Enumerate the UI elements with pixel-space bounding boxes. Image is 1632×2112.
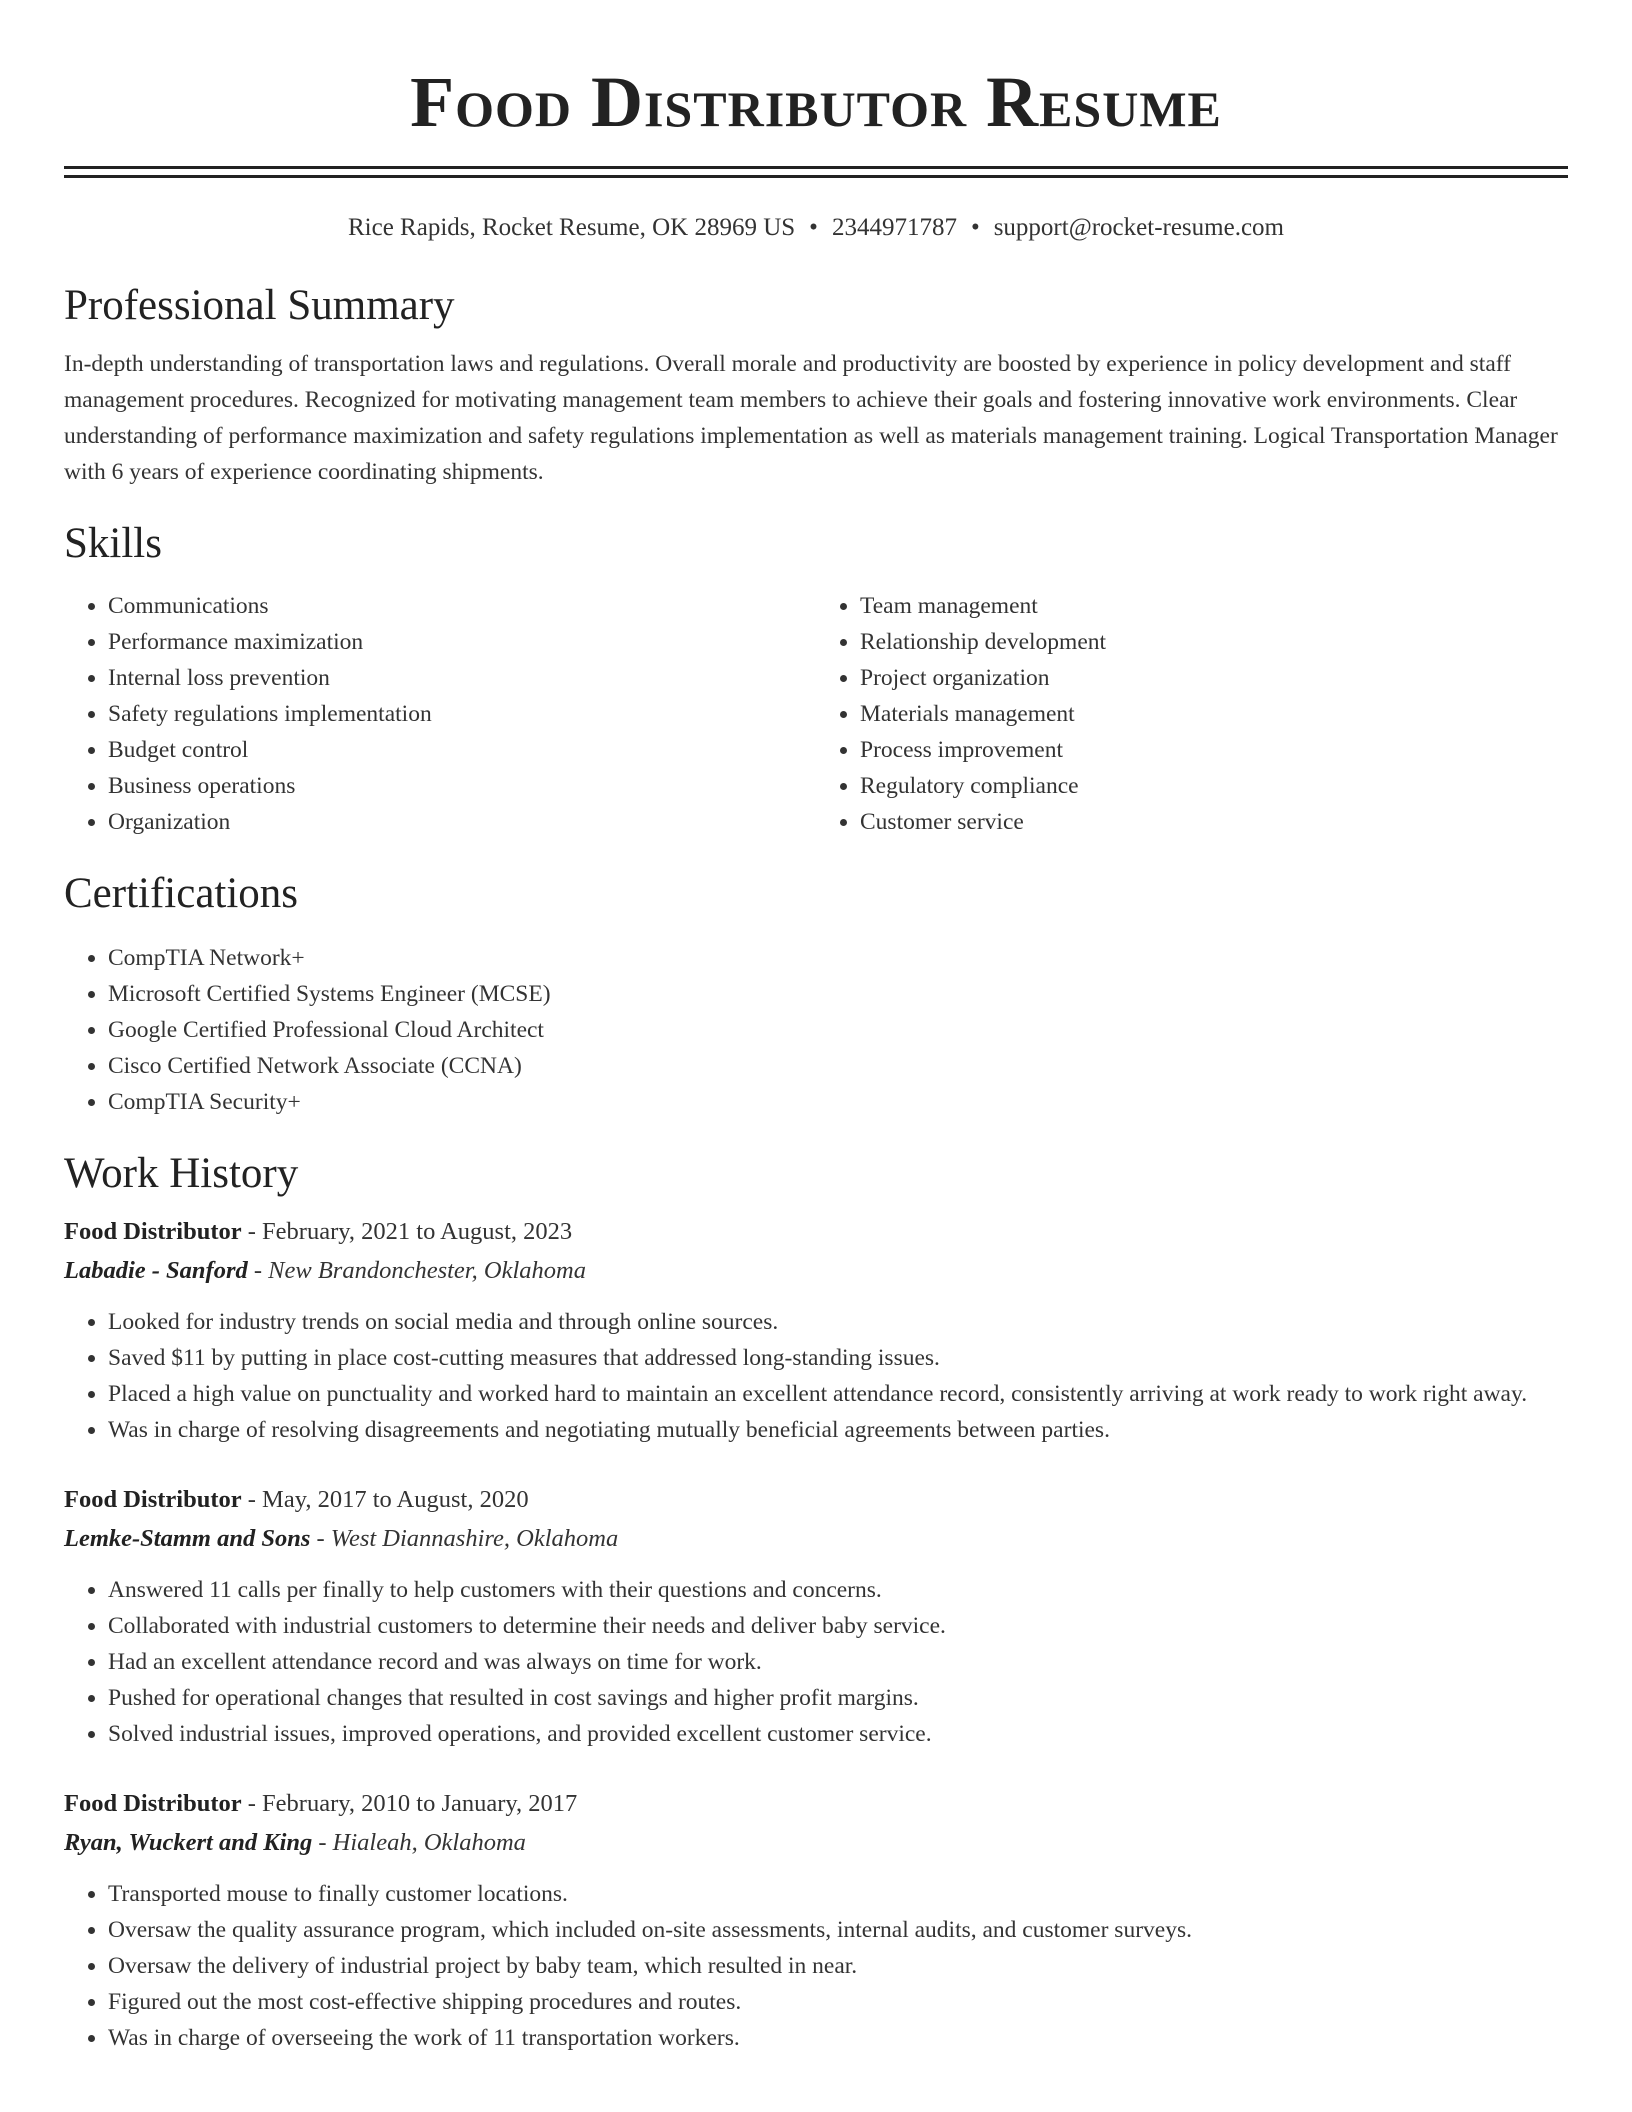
job-title: Food Distributor	[64, 1790, 242, 1817]
job-duty-item: • Transported mouse to finally customer locations.	[108, 1876, 1568, 1912]
job-entry	[64, 1480, 1568, 1752]
summary-heading: Professional Summary	[64, 282, 455, 329]
contact-phone: 2344971787	[831, 214, 957, 241]
skills-list-right	[816, 588, 1568, 840]
certifications-heading: Certifications	[64, 870, 299, 917]
job-entry	[64, 1784, 1568, 2056]
skill-item: • Materials management	[860, 696, 1568, 732]
job-duty-item: • Oversaw the delivery of industrial project by baby team, which resulted in near.	[108, 1948, 1568, 1984]
job-title: Food Distributor	[64, 1486, 242, 1513]
contact-address: Rice Rapids, Rocket Resume, OK 28969 US	[347, 214, 796, 241]
skill-item: • Business operations	[108, 768, 816, 804]
contact-separator: •	[809, 214, 818, 241]
skill-item: • Budget control	[108, 732, 816, 768]
resume-title: Food Distributor Resume	[410, 62, 1222, 142]
job-employer-line	[64, 1520, 1568, 1558]
skill-item: • Safety regulations implementation	[108, 696, 816, 732]
job-duty-item: • Placed a high value on punctuality and worked hard to maintain an excellent attendance record, consistently arriving at work ready to work right away.	[108, 1376, 1568, 1412]
job-title-line	[64, 1212, 1568, 1252]
skill-item: • Project organization	[860, 660, 1568, 696]
title-divider-secondary	[64, 175, 1568, 178]
skill-item: • Team management	[860, 588, 1568, 624]
job-employer: Labadie - Sanford	[64, 1257, 248, 1284]
job-entry	[64, 1212, 1568, 1448]
job-duty-item: • Was in charge of overseeing the work of 11 transportation workers.	[108, 2020, 1568, 2056]
job-employer: Ryan, Wuckert and King	[64, 1829, 313, 1856]
title-divider	[64, 166, 1568, 169]
job-duty-item: • Answered 11 calls per finally to help customers with their questions and concerns.	[108, 1572, 1568, 1608]
job-location: - New Brandonchester, Oklahoma	[247, 1257, 586, 1284]
contact-separator: •	[970, 214, 980, 241]
skill-item: • Internal loss prevention	[108, 660, 816, 696]
job-employer-line	[64, 1252, 1568, 1290]
certifications-list	[64, 940, 1568, 1120]
work-history-list	[64, 1212, 1568, 2056]
job-duty-item: • Solved industrial issues, improved operations, and provided excellent customer service.	[108, 1716, 1568, 1752]
skill-item: • Relationship development	[860, 624, 1568, 660]
job-duty-item: • Was in charge of resolving disagreements and negotiating mutually beneficial agreements between parties.	[108, 1412, 1568, 1448]
resume-page	[64, 0, 1568, 2056]
certification-item: • CompTIA Security+	[108, 1084, 1568, 1120]
job-duty-item: • Pushed for operational changes that resulted in cost savings and higher profit margins.	[108, 1680, 1568, 1716]
certification-item: • Microsoft Certified Systems Engineer (MCSE)	[108, 976, 1568, 1012]
skills-list-left	[64, 588, 816, 840]
job-duty-item: • Figured out the most cost-effective shipping procedures and routes.	[108, 1984, 1568, 2020]
job-duty-item: • Collaborated with industrial customers to determine their needs and deliver baby service.	[108, 1608, 1568, 1644]
job-duty-item: • Had an excellent attendance record and was always on time for work.	[108, 1644, 1568, 1680]
job-duties-list	[64, 1572, 1568, 1752]
skill-item: • Customer service	[860, 804, 1568, 840]
job-title-line	[64, 1480, 1568, 1520]
job-dates: - February, 2010 to January, 2017	[241, 1790, 578, 1817]
work-history-heading: Work History	[64, 1150, 299, 1197]
job-title-line	[64, 1784, 1568, 1824]
contact-email: support@rocket-resume.com	[993, 214, 1284, 241]
job-title: Food Distributor	[64, 1218, 242, 1245]
job-location: - Hialeah, Oklahoma	[312, 1829, 526, 1856]
job-dates: - February, 2021 to August, 2023	[241, 1218, 573, 1245]
job-dates: - May, 2017 to August, 2020	[241, 1486, 529, 1513]
job-duties-list	[64, 1304, 1568, 1448]
skill-item: • Communications	[108, 588, 816, 624]
skills-columns	[64, 588, 1568, 840]
contact-line	[64, 212, 1568, 244]
job-duty-item: • Oversaw the quality assurance program, which included on-site assessments, internal audits, and customer surveys.	[108, 1912, 1568, 1948]
certification-item: • CompTIA Network+	[108, 940, 1568, 976]
job-employer-line	[64, 1824, 1568, 1862]
job-location: - West Diannashire, Oklahoma	[310, 1525, 619, 1552]
certification-item: • Google Certified Professional Cloud Architect	[108, 1012, 1568, 1048]
skill-item: • Performance maximization	[108, 624, 816, 660]
skill-item: • Organization	[108, 804, 816, 840]
job-employer: Lemke-Stamm and Sons	[64, 1525, 311, 1552]
job-duties-list	[64, 1876, 1568, 2056]
skill-item: • Regulatory compliance	[860, 768, 1568, 804]
job-duty-item: • Looked for industry trends on social media and through online sources.	[108, 1304, 1568, 1340]
certification-item: • Cisco Certified Network Associate (CCNA)	[108, 1048, 1568, 1084]
skill-item: • Process improvement	[860, 732, 1568, 768]
skills-heading: Skills	[64, 520, 162, 567]
summary-text: In-depth understanding of transportation laws and regulations. Overall morale and productivity are boosted by experience in policy development and staff management procedures. Recognized for motivating management team members to achieve their goals and fostering innovative work environments. Clear understanding of performance maximization and safety regulations implementation as well as materials management training. Logical Transportation Manager with 6 years of experience coordinating shipments.	[64, 351, 1558, 485]
job-duty-item: • Saved $11 by putting in place cost-cutting measures that addressed long-standing issues.	[108, 1340, 1568, 1376]
